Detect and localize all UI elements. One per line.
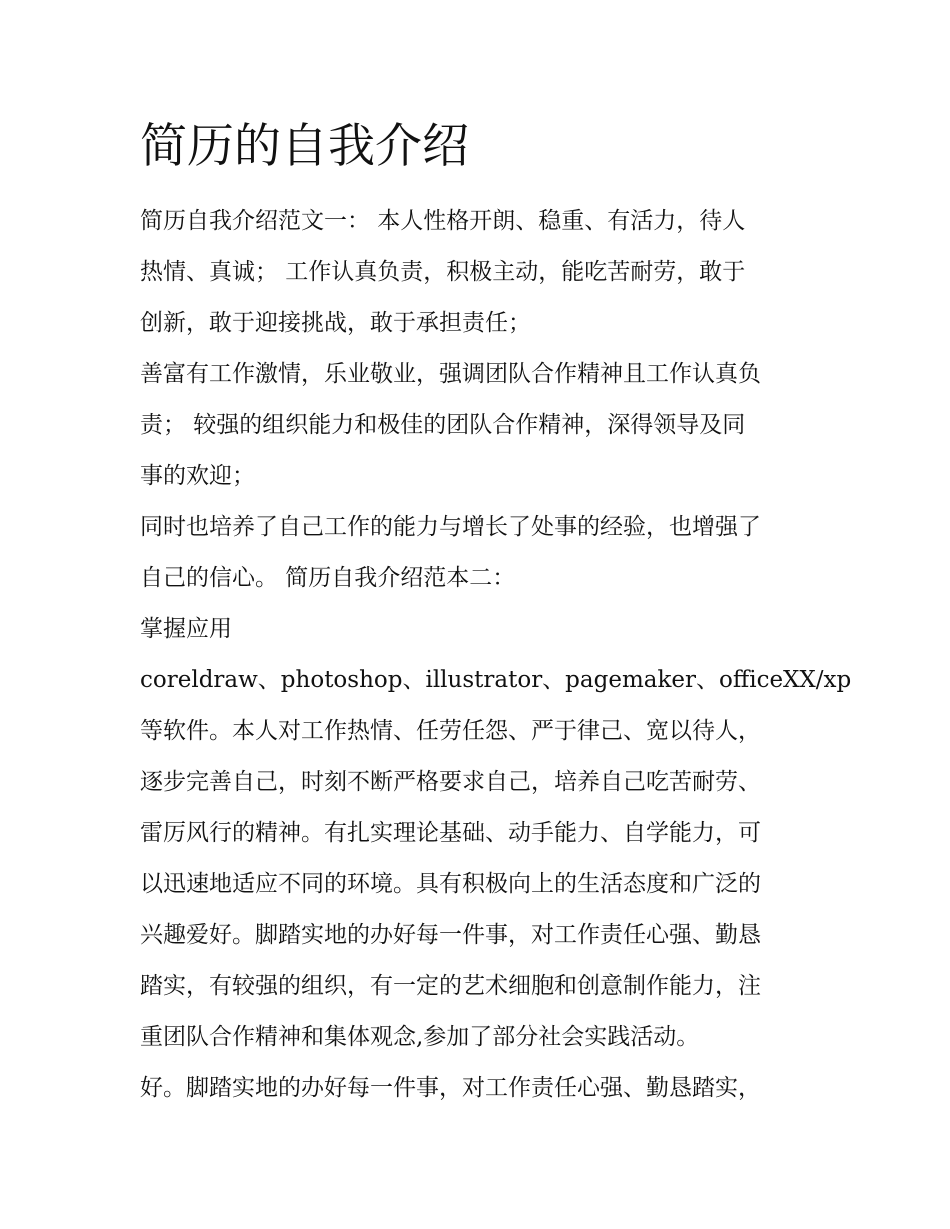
body-line: 兴趣爱好。脚踏实地的办好每一件事，对工作责任心强、勤恳 [140, 922, 761, 948]
body-line: 热情、真诚； 工作认真负责，积极主动，能吃苦耐劳，敢于 [140, 259, 746, 285]
body-line: 逐步完善自己，时刻不断严格要求自己，培养自己吃苦耐劳、 [140, 769, 761, 795]
body-line: 同时也培养了自己工作的能力与增长了处事的经验，也增强了 [140, 514, 761, 540]
body-line: 重团队合作精神和集体观念,参加了部分社会实践活动。 [140, 1024, 700, 1050]
body-line: 事的欢迎； [140, 463, 255, 489]
body-line: 踏实，有较强的组织，有一定的艺术细胞和创意制作能力，注 [140, 973, 761, 999]
body-line: 创新，敢于迎接挑战，敢于承担责任； [140, 310, 531, 336]
body-line: 等软件。本人对工作热情、任劳任怨、严于律己、宽以待人， [140, 718, 761, 744]
body-line: coreldraw、photoshop、illustrator、pagemaker、officeXX/xp [140, 667, 852, 693]
document-title: 简历的自我介绍 [140, 119, 469, 174]
body-line: 好。脚踏实地的办好每一件事，对工作责任心强、勤恳踏实， [140, 1075, 761, 1101]
body-line: 雷厉风行的精神。有扎实理论基础、动手能力、自学能力，可 [140, 820, 761, 846]
body-line: 责； 较强的组织能力和极佳的团队合作精神，深得领导及同 [140, 412, 746, 438]
body-line: 善富有工作激情，乐业敬业，强调团队合作精神且工作认真负 [140, 361, 761, 387]
body-line: 简历自我介绍范文一： 本人性格开朗、稳重、有活力，待人 [140, 208, 746, 234]
body-line: 自己的信心。 简历自我介绍范本二： [140, 565, 516, 591]
body-line: 以迅速地适应不同的环境。具有积极向上的生活态度和广泛的 [140, 871, 761, 897]
body-line: 掌握应用 [140, 616, 232, 642]
